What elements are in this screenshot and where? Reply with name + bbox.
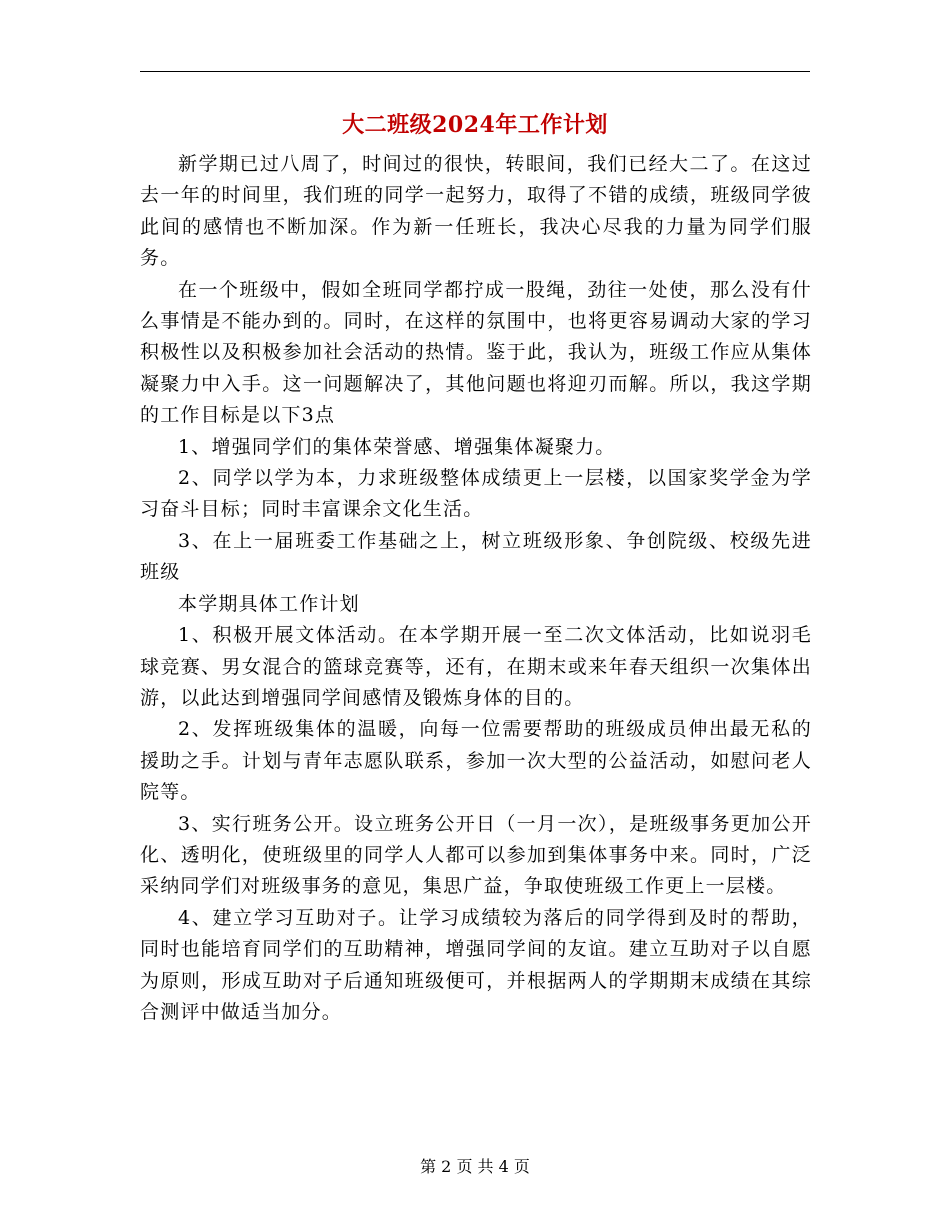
list-item: 3、在上一届班委工作基础之上，树立班级形象、争创院级、校级先进班级 — [140, 529, 812, 584]
list-item: 3、实行班务公开。设立班务公开日（一月一次），是班级事务更加公开化、透明化，使班级里的同学人人都可以参加到集体事务中来。同时，广泛采纳同学们对班级事务的意见，集思广益，争取使班级工作更上一层楼。 — [140, 812, 812, 898]
list-item: 4、建立学习互助对子。让学习成绩较为落后的同学得到及时的帮助，同时也能培育同学们的互助精神，增强同学间的友谊。建立互助对子以自愿为原则，形成互助对子后通知班级便可，并根据两人的学期期末成绩在其综合测评中做适当加分。 — [140, 906, 812, 1023]
page-number: 第 2 页 共 4 页 — [420, 1157, 530, 1176]
list-item: 1、积极开展文体活动。在本学期开展一至二次文体活动，比如说羽毛球竞赛、男女混合的篮球竞赛等，还有，在期末或来年春天组织一次集体出游，以此达到增强同学间感情及锻炼身体的目的。 — [140, 624, 812, 709]
list-item: 1、增强同学们的集体荣誉感、增强集体凝聚力。 — [178, 435, 616, 458]
header-rule — [140, 71, 810, 72]
paragraph: 新学期已过八周了，时间过的很快，转眼间，我们已经大二了。在这过去一年的时间里，我们班的同学一起努力，取得了不错的成绩，班级同学彼此间的感情也不断加深。作为新一任班长，我决心尽我的力量为同学们服务。 — [140, 153, 812, 270]
document-title: 大二班级2024年工作计划 — [342, 112, 608, 138]
paragraph: 在一个班级中，假如全班同学都拧成一股绳，劲往一处使，那么没有什么事情是不能办到的。同时，在这样的氛围中，也将更容易调动大家的学习积极性以及积极参加社会活动的热情。鉴于此，我认为，班级工作应从集体凝聚力中入手。这一问题解决了，其他问题也将迎刃而解。所以，我这学期的工作目标是以下3点 — [140, 278, 812, 427]
document-body — [140, 149, 812, 1028]
list-item: 2、发挥班级集体的温暖，向每一位需要帮助的班级成员伸出最无私的援助之手。计划与青年志愿队联系，参加一次大型的公益活动，如慰问老人院等。 — [140, 718, 812, 804]
list-item: 2、同学以学为本，力求班级整体成绩更上一层楼，以国家奖学金为学习奋斗目标；同时丰富课余文化生活。 — [140, 467, 812, 521]
section-heading: 本学期具体工作计划 — [178, 592, 360, 615]
